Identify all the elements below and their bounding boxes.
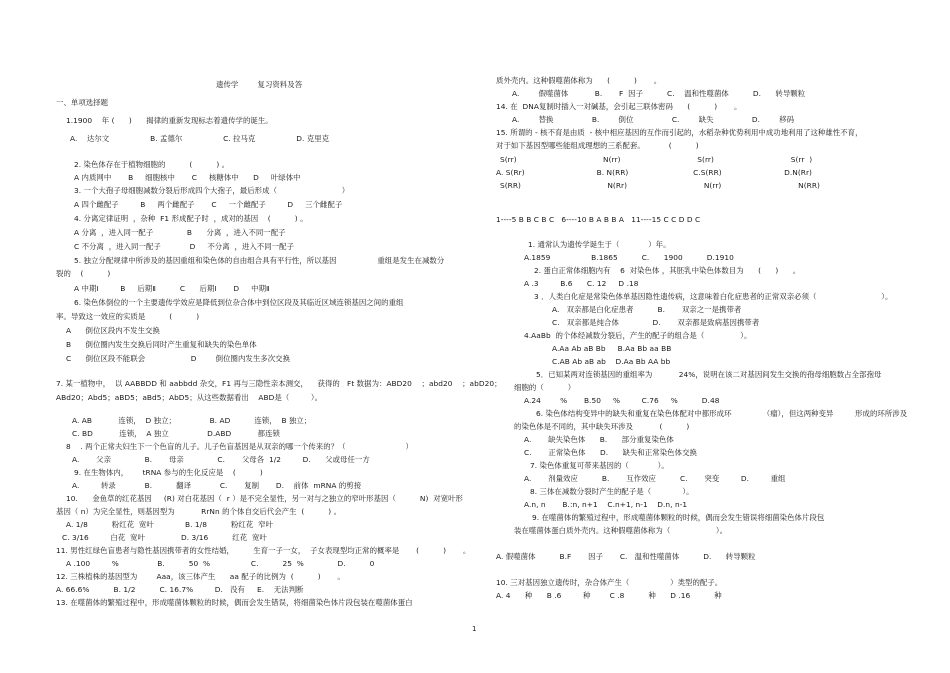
left-column-line: 7. 某一植物中， 以 AABBDD 和 aabbdd 杂交，F1 再与三隐性亲本测交， 获得的 Ft 数据为：ABD20 ；abd20 ；abD20； [56,379,502,388]
left-column-line: 5. 独立分配规律中所涉及的基因重组和染色体的自由组合具有平行性，所以基因 重组是发生在减数分 [74,256,445,265]
right-column-line: A.1859 B.1865 C. 1900 D.1910 [524,253,734,262]
left-column-line: A. 达尔文 B. 孟德尔 C. 拉马克 D. 克里克 [70,134,330,143]
right-column-line: 装在噬菌体蛋白质外壳内。这种假噬菌体称为（ ）。 [514,526,728,535]
left-column-line: 率。导致这一效应的实质是 ( ) [56,312,200,321]
left-column-line: A 分离 ，进入同一配子 B 分离 ，进入不同一配子 [74,228,286,237]
left-column-line: 8 . 两个正常夫妇生下一个色盲的儿子。儿子色盲基因是从双亲的哪一个传来的？（ ） [66,442,413,451]
right-column-line: A. S(Rr) B. N(RR) C.S(RR) D.N(Rr) [496,168,812,177]
left-column-line: 基因（ n）为完全显性，则基因型为 RrNn 的个体自交后代会产生 ( ) 。 [56,507,342,516]
right-column-line: 1----5 B B C B C 6----10 B A B B A 11----15 C C D D C [496,215,701,224]
right-column-line: S(RR) N(Rr) N(rr) N(RR) [500,181,820,190]
left-column-line: 3. 一个大孢子母细胞减数分裂后形成四个大孢子，最后形成（ ） [74,186,350,195]
right-column-line: 6. 染色体结构变异中的缺失和重复在染色体配对中都形成环 （瘤），但这两种变异 形成的环所涉及 [536,409,908,418]
right-column-line: C. 双亲都是纯合体 D. 双亲都是致病基因携带者 [552,318,760,327]
left-column-line: A. 转录 B. 翻译 C. 复制 D. 前体 mRNA 的剪接 [72,481,362,490]
right-column-line: A. 假噬菌体 B.F 因子 C. 温和性噬菌体 D. 转导颗粒 [496,552,756,561]
left-column-line: 1.1900 年 ( ) 揭律的重新发现标志着遗传学的诞生。 [66,116,273,125]
right-column-line: S(rr) N(rr) S(rr) S(rr ) [500,155,813,164]
left-column-line: A. 父亲 B. 母亲 C. 父母各 1/2 D. 父或母任一方 [72,455,370,464]
left-column-line: 遗传学 复习资料及答 [216,80,303,89]
left-column-line: C 倒位区段不能联会 D 倒位圈内发生多次交换 [66,354,291,363]
left-column-line: A 四个雌配子 B 两个雌配子 C 一个雌配子 D 三个雌配子 [74,200,343,209]
left-column-line: C. BD 连锁， A 独立 D.ABD 都连锁 [72,429,280,438]
left-column-line: A 倒位区段内不发生交换 [66,326,160,335]
right-column-line: A. 4 种 B .6 种 C .8 种 D .16 种 [496,591,722,600]
left-column-line: 4. 分离定律证明 ，杂种 F1 形成配子时 ，成对的基因 ( ) 。 [74,214,308,223]
left-column-line: A 内质网中 B 细胞核中 C 核糖体中 D 叶绿体中 [74,173,301,182]
right-column-line: A .3 B.6 C. 12 D .18 [524,279,639,288]
right-column-line: 的染色体是不同的，其中缺失环涉及 ( ) [514,422,690,431]
right-column-line: A. 剂量效应 B. 互作效应 C. 突变 D. 重组 [524,474,786,483]
right-column-line: 1. 通常认为遗传学诞生于（ ）年。 [528,240,671,249]
right-column-line: A.Aa Ab aB Bb B.Aa Bb aa BB [552,344,672,353]
left-column-line: 2. 染色体存在于植物细胞的 ( ) 。 [74,160,230,169]
right-column-line: A. 双亲都是白化症患者 B. 双亲之一是携带者 [552,305,742,314]
left-column-line: 13. 在噬菌体的繁殖过程中，形成噬菌体颗粒的时候，偶而会发生错误，将细菌染色体片段包装在噬菌体蛋白 [56,598,413,607]
left-column-line: 一、单项选择题 [56,98,109,107]
left-column-line: B 倒位圈内发生交换后同时产生重复和缺失的染色单体 [66,340,257,349]
left-column-line: 9. 在生物体内， tRNA 参与的生化反应是 ( ) [74,468,263,477]
right-column-line: 8. 三体在减数分裂时产生的配子是（ ）。 [530,487,694,496]
right-column-line: 3 ．人类白化症是常染色体单基因隐性遗传病，这意味着白化症患者的正常双亲必须（ ）。 [534,292,893,301]
left-column-line: ABd20；Abd5；aBD5；aBd5；AbD5；从这些数据看出 ABD是（ ）。 [56,393,323,402]
right-column-line: 质外壳内。这种假噬菌体称为 ( ) 。 [496,76,662,85]
left-column-line: 10. 金鱼草的红花基因 (R) 对白花基因（ r ）是不完全显性，另一对与之独立的窄叶形基因（ N) 对宽叶形 [66,494,463,503]
left-column-line: 12. 三株植株的基因型为 Aaa，该三体产生 aa 配子的比例为 ( ) 。 [56,572,345,581]
left-column-line: C 不分离 ，进入同一配子 D 不分离 ，进入不同一配子 [74,242,294,251]
left-column-line: A 中期Ⅰ B 后期Ⅱ C 后期Ⅰ D 中期Ⅱ [74,284,270,293]
left-column-line: A. 66.6% B. 1/2 C. 16.7% D. 没有 E. 无法判断 [56,585,304,594]
right-column-line: 9. 在噬菌体的繁殖过程中，形成噬菌体颗粒的时候，偶而会发生错误将细菌染色体片段包 [532,513,825,522]
right-column-line: 15. 所谓的 - 核不育是由质 - 核中相应基因的互作而引起的，水稻杂种优势利用中成功地利用了这种雄性不育， [496,128,863,137]
right-column-line: 7. 染色体重复可带来基因的（ ）。 [530,461,669,470]
right-column-line: A. 假噬菌体 B. F 因子 C. 温和性噬菌体 D. 转导颗粒 [512,89,806,98]
right-column-line: A.24 % B.50 % C.76 % D.48 [524,396,720,405]
page-number: 1 [472,625,477,633]
left-column-line: C. 3/16 白花 宽叶 D. 3/16 红花 宽叶 [62,533,267,542]
right-column-line: 细胞的（ ） [514,383,576,392]
right-column-line: 2. 蛋白正常体细胞内有 6 对染色体 ，其胚乳中染色体数目为 ( ) 。 [534,266,801,275]
right-column-line: 5．已知某两对连锁基因的重组率为 24%，说明在该二对基因间发生交换的孢母细胞数占全部孢母 [536,370,882,379]
left-column-line: 11. 男性红绿色盲患者与隐性基因携带者的女性结婚， 生育一子一女， 子女表现型均正常的概率是 ( ) 。 [56,546,471,555]
right-column-line: 4.AaBb 的个体经减数分裂后，产生的配子的组合是（ ）。 [524,331,752,340]
right-column-line: 10. 三对基因独立遗传时，杂合体产生（ ）类型的配子。 [496,578,723,587]
right-column-line: C.AB Ab aB ab D.Aa Bb AA bb [552,357,671,366]
right-column-line: 14. 在 DNA复制时插入一对碱基，会引起三联体密码 ( ) 。 [496,102,742,111]
left-column-line: 6. 染色体倒位的一个主要遗传学效应是降低到位杂合体中到位区段及其临近区域连锁基因之间的重组 [74,298,404,307]
left-column-line: A. 1/8 粉红花 宽叶 B. 1/8 粉红花 窄叶 [66,520,273,529]
right-column-line: 对于如下基因型哪些能组成理想的三系配套。 ( ) [496,141,699,150]
right-column-line: C. 正常染色体 D. 缺失和正常染色体交换 [524,448,697,457]
right-column-line: A.n, n B.:n, n+1 C.n+1, n-1 D.n, n-1 [524,500,688,509]
left-column-line: A .100 % B. 50 % C. 25 % D. 0 [66,559,375,568]
right-column-line: A. 替换 B. 倒位 C. 缺失 D. 移码 [512,115,795,124]
left-column-line: A. AB 连锁， D 独立； B. AD 连锁， B 独立； [72,416,312,425]
right-column-line: A. 缺失染色体 B. 部分重复染色体 [524,435,674,444]
left-column-line: 裂的 ( ) [56,269,111,278]
